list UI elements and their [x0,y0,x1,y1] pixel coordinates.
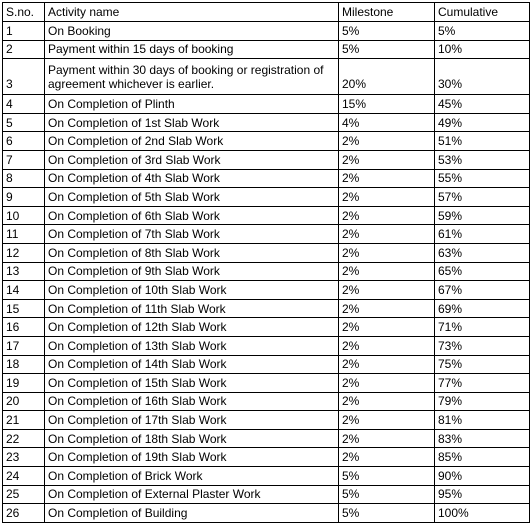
cell-sno: 22 [3,429,45,448]
cell-cumulative: 79% [435,392,530,411]
table-row [3,355,530,374]
table-row [3,429,530,448]
cell-cumulative: 49% [435,113,530,132]
table-row [3,150,530,169]
header-sno: S.no. [3,3,45,22]
cell-activity: On Completion of 9th Slab Work [45,262,339,281]
cell-sno: 8 [3,169,45,188]
cell-milestone: 2% [339,206,435,225]
cell-cumulative: 10% [435,40,530,59]
cell-activity: On Booking [45,22,339,41]
cell-activity: On Completion of 15th Slab Work [45,374,339,393]
cell-activity: On Completion of 5th Slab Work [45,188,339,207]
cell-cumulative: 51% [435,132,530,151]
table-row [3,225,530,244]
payment-schedule-table [2,2,530,523]
cell-activity: On Completion of 8th Slab Work [45,243,339,262]
cell-cumulative: 90% [435,467,530,486]
cell-milestone: 2% [339,429,435,448]
cell-cumulative: 69% [435,299,530,318]
table-row [3,504,530,523]
cell-sno: 16 [3,318,45,337]
cell-sno: 19 [3,374,45,393]
cell-milestone: 5% [339,40,435,59]
cell-activity: On Completion of External Plaster Work [45,485,339,504]
cell-cumulative: 30% [435,59,530,95]
cell-activity: On Completion of 1st Slab Work [45,113,339,132]
cell-sno: 12 [3,243,45,262]
cell-milestone: 2% [339,411,435,430]
cell-milestone: 2% [339,150,435,169]
cell-cumulative: 83% [435,429,530,448]
cell-activity: On Completion of 11th Slab Work [45,299,339,318]
table-row [3,374,530,393]
table-row [3,392,530,411]
cell-sno: 17 [3,336,45,355]
cell-cumulative: 65% [435,262,530,281]
cell-activity: On Completion of 4th Slab Work [45,169,339,188]
cell-sno: 24 [3,467,45,486]
cell-cumulative: 5% [435,22,530,41]
cell-activity: On Completion of 16th Slab Work [45,392,339,411]
cell-activity: On Completion of 10th Slab Work [45,281,339,300]
cell-cumulative: 63% [435,243,530,262]
cell-milestone: 2% [339,336,435,355]
table-row [3,132,530,151]
table-row [3,262,530,281]
table-row [3,485,530,504]
table-row [3,113,530,132]
cell-sno: 3 [3,59,45,95]
table-row [3,206,530,225]
cell-milestone: 15% [339,95,435,114]
cell-milestone: 2% [339,299,435,318]
cell-cumulative: 85% [435,448,530,467]
cell-activity: On Completion of Brick Work [45,467,339,486]
cell-cumulative: 61% [435,225,530,244]
cell-cumulative: 73% [435,336,530,355]
cell-milestone: 4% [339,113,435,132]
table-row [3,22,530,41]
table-row [3,299,530,318]
table-row [3,188,530,207]
cell-cumulative: 77% [435,374,530,393]
cell-sno: 23 [3,448,45,467]
cell-activity: On Completion of 6th Slab Work [45,206,339,225]
table-row [3,169,530,188]
cell-sno: 5 [3,113,45,132]
cell-activity: On Completion of 3rd Slab Work [45,150,339,169]
cell-cumulative: 55% [435,169,530,188]
header-cumulative: Cumulative [435,3,530,22]
cell-milestone: 2% [339,374,435,393]
cell-activity: Payment within 30 days of booking or registration of agreement whichever is earlier. [45,59,339,95]
table-row [3,281,530,300]
cell-sno: 18 [3,355,45,374]
cell-cumulative: 75% [435,355,530,374]
cell-activity: On Completion of 12th Slab Work [45,318,339,337]
cell-milestone: 2% [339,132,435,151]
cell-activity: On Completion of 13th Slab Work [45,336,339,355]
cell-activity: On Completion of Plinth [45,95,339,114]
cell-sno: 6 [3,132,45,151]
cell-milestone: 2% [339,188,435,207]
cell-cumulative: 81% [435,411,530,430]
cell-activity: On Completion of 19th Slab Work [45,448,339,467]
cell-milestone: 5% [339,504,435,523]
cell-cumulative: 57% [435,188,530,207]
cell-sno: 11 [3,225,45,244]
cell-milestone: 2% [339,262,435,281]
cell-sno: 10 [3,206,45,225]
cell-activity: On Completion of 14th Slab Work [45,355,339,374]
cell-sno: 7 [3,150,45,169]
table-row [3,411,530,430]
cell-milestone: 2% [339,392,435,411]
cell-activity: On Completion of 7th Slab Work [45,225,339,244]
cell-activity: Payment within 15 days of booking [45,40,339,59]
cell-sno: 20 [3,392,45,411]
cell-activity: On Completion of 18th Slab Work [45,429,339,448]
cell-milestone: 2% [339,169,435,188]
cell-milestone: 5% [339,485,435,504]
header-row [3,3,530,22]
cell-cumulative: 95% [435,485,530,504]
cell-milestone: 2% [339,355,435,374]
cell-milestone: 20% [339,59,435,95]
cell-sno: 14 [3,281,45,300]
table-row [3,336,530,355]
cell-sno: 1 [3,22,45,41]
cell-cumulative: 71% [435,318,530,337]
cell-cumulative: 59% [435,206,530,225]
cell-cumulative: 45% [435,95,530,114]
table-row [3,243,530,262]
cell-sno: 25 [3,485,45,504]
table-row [3,467,530,486]
cell-activity: On Completion of 17th Slab Work [45,411,339,430]
table-row [3,448,530,467]
cell-milestone: 2% [339,448,435,467]
table-row [3,40,530,59]
cell-sno: 2 [3,40,45,59]
cell-milestone: 5% [339,22,435,41]
table-header [3,3,530,22]
table-row [3,95,530,114]
cell-sno: 26 [3,504,45,523]
cell-activity: On Completion of 2nd Slab Work [45,132,339,151]
cell-milestone: 2% [339,281,435,300]
cell-cumulative: 100% [435,504,530,523]
cell-cumulative: 53% [435,150,530,169]
cell-sno: 21 [3,411,45,430]
header-activity: Activity name [45,3,339,22]
cell-sno: 4 [3,95,45,114]
cell-milestone: 2% [339,225,435,244]
cell-sno: 9 [3,188,45,207]
cell-sno: 13 [3,262,45,281]
table-row [3,59,530,95]
cell-milestone: 2% [339,243,435,262]
table-body [3,22,530,523]
cell-activity: On Completion of Building [45,504,339,523]
cell-milestone: 2% [339,318,435,337]
cell-cumulative: 67% [435,281,530,300]
header-milestone: Milestone [339,3,435,22]
table-row [3,318,530,337]
cell-sno: 15 [3,299,45,318]
cell-milestone: 5% [339,467,435,486]
